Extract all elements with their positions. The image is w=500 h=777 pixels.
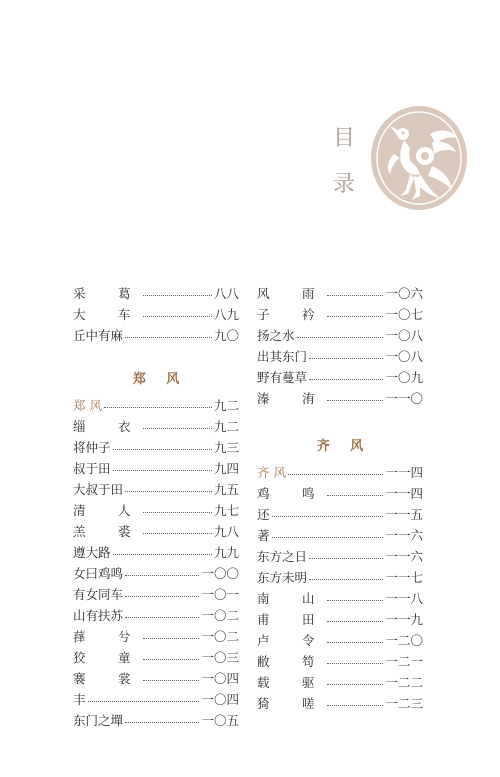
toc-left-column: [73, 282, 239, 730]
dot-leader: [272, 537, 384, 538]
toc-entry[interactable]: [73, 604, 239, 625]
dot-leader: [327, 621, 384, 622]
entry-title: 著: [257, 527, 270, 543]
dot-leader: [143, 512, 212, 513]
entry-title: 南 山: [257, 590, 325, 606]
toc-entry[interactable]: [73, 436, 239, 457]
dot-leader: [125, 337, 212, 338]
entry-page: 一〇五: [201, 712, 239, 728]
entry-page: 一二三: [385, 695, 423, 711]
toc-entry[interactable]: [73, 324, 239, 345]
dot-leader: [143, 638, 200, 639]
toc-right-column: [257, 282, 423, 713]
entry-page: 八九: [213, 306, 239, 322]
entry-title: 东方之日: [257, 548, 308, 564]
dot-leader: [125, 596, 199, 597]
dot-leader: [143, 316, 212, 317]
entry-page: 九四: [213, 460, 239, 476]
entry-title: 丘中有麻: [73, 327, 124, 343]
entry-page: 一〇六: [385, 285, 423, 301]
entry-title: 采 葛: [73, 285, 141, 301]
entry-title: 褰 裳: [73, 670, 141, 686]
toc-entry[interactable]: [257, 587, 423, 608]
dot-leader: [309, 558, 383, 559]
entry-page: 九二: [213, 397, 239, 413]
toc-entry[interactable]: [257, 461, 423, 482]
dot-leader: [327, 663, 384, 664]
dot-leader: [125, 722, 199, 723]
entry-page: 一〇七: [385, 306, 423, 322]
toc-entry[interactable]: [73, 520, 239, 541]
entry-title: 遵大路: [73, 544, 111, 560]
entry-page: 一一五: [385, 506, 423, 522]
toc-heading: [332, 128, 356, 196]
entry-page: 九二: [213, 418, 239, 434]
entry-title: 清 人: [73, 502, 141, 518]
entry-title: 郑 风: [73, 397, 102, 413]
dot-leader: [327, 495, 384, 496]
dot-leader: [125, 575, 199, 576]
toc-entry[interactable]: [257, 524, 423, 545]
entry-page: 一一四: [385, 464, 423, 480]
dot-leader: [327, 600, 384, 601]
entry-page: 一〇八: [385, 327, 423, 343]
entry-page: 一一九: [385, 611, 423, 627]
toc-entry[interactable]: [257, 629, 423, 650]
entry-page: 九九: [213, 544, 239, 560]
dot-leader: [88, 701, 200, 702]
toc-entry[interactable]: [257, 303, 423, 324]
toc-entry[interactable]: [257, 671, 423, 692]
entry-title: 齐 风: [257, 464, 286, 480]
entry-page: 一二二: [385, 674, 423, 690]
entry-page: 一〇九: [385, 369, 423, 385]
entry-page: 一一六: [385, 527, 423, 543]
toc-entry[interactable]: [257, 345, 423, 366]
entry-title: 萚 兮: [73, 628, 141, 644]
entry-title: 有女同车: [73, 586, 124, 602]
toc-entry[interactable]: [257, 282, 423, 303]
entry-page: 一二一: [385, 653, 423, 669]
entry-page: 八八: [213, 285, 239, 301]
toc-entry[interactable]: [73, 625, 239, 646]
entry-title: 鸡 鸣: [257, 485, 325, 501]
entry-title: 女曰鸡鸣: [73, 565, 124, 581]
toc-entry[interactable]: [73, 709, 239, 730]
dot-leader: [327, 295, 384, 296]
toc-entry[interactable]: [73, 457, 239, 478]
toc-entry[interactable]: [73, 394, 239, 415]
entry-title: 还: [257, 506, 270, 522]
entry-page: 一二〇: [385, 632, 423, 648]
toc-entry[interactable]: [73, 562, 239, 583]
entry-page: 一〇四: [201, 691, 239, 707]
toc-entry[interactable]: [257, 566, 423, 587]
toc-entry[interactable]: [257, 692, 423, 713]
entry-page: 九五: [213, 481, 239, 497]
toc-entry[interactable]: [73, 541, 239, 562]
section-title-qi-feng: 齐 风: [316, 439, 372, 454]
toc-entry[interactable]: [257, 650, 423, 671]
dot-leader: [309, 379, 383, 380]
toc-entry[interactable]: [73, 303, 239, 324]
entry-title: 缁 衣: [73, 418, 141, 434]
dot-leader: [327, 316, 384, 317]
dot-leader: [327, 400, 384, 401]
entry-title: 风 雨: [257, 285, 325, 301]
heading-char-1: 目: [332, 126, 355, 151]
toc-entry[interactable]: [257, 366, 423, 387]
entry-page: 一〇二: [201, 628, 239, 644]
toc-entry[interactable]: [73, 415, 239, 436]
entry-title: 大叔于田: [73, 481, 124, 497]
dot-leader: [143, 295, 212, 296]
entry-page: 九三: [213, 439, 239, 455]
entry-page: 一一〇: [385, 390, 423, 406]
entry-page: 一一六: [385, 548, 423, 564]
dot-leader: [113, 554, 212, 555]
phoenix-seal-icon: [370, 104, 468, 212]
toc-entry[interactable]: [73, 499, 239, 520]
dot-leader: [327, 642, 384, 643]
entry-title: 扬之水: [257, 327, 295, 343]
entry-title: 将仲子: [73, 439, 111, 455]
entry-title: 甫 田: [257, 611, 325, 627]
entry-page: 一〇四: [201, 670, 239, 686]
entry-page: 九八: [213, 523, 239, 539]
dot-leader: [143, 659, 200, 660]
entry-title: 出其东门: [257, 348, 308, 364]
entry-page: 一一四: [385, 485, 423, 501]
entry-title: 敝 笱: [257, 653, 325, 669]
toc-entry[interactable]: [257, 482, 423, 503]
entry-title: 猗 嗟: [257, 695, 325, 711]
entry-page: 一〇一: [201, 586, 239, 602]
entry-page: 一一八: [385, 590, 423, 606]
toc-entry[interactable]: [73, 478, 239, 499]
dot-leader: [143, 428, 212, 429]
entry-title: 叔于田: [73, 460, 111, 476]
toc-entry[interactable]: [73, 667, 239, 688]
entry-page: 一〇〇: [201, 565, 239, 581]
entry-page: 一〇二: [201, 607, 239, 623]
dot-leader: [288, 474, 384, 475]
entry-title: 溱 洧: [257, 390, 325, 406]
entry-title: 野有蔓草: [257, 369, 308, 385]
entry-page: 一一七: [385, 569, 423, 585]
entry-title: 山有扶苏: [73, 607, 124, 623]
entry-page: 九〇: [213, 327, 239, 343]
entry-title: 东方未明: [257, 569, 308, 585]
dot-leader: [113, 449, 212, 450]
dot-leader: [309, 358, 383, 359]
entry-title: 丰: [73, 691, 86, 707]
dot-leader: [272, 516, 384, 517]
toc-entry[interactable]: [257, 324, 423, 345]
entry-title: 狡 童: [73, 649, 141, 665]
toc-entry[interactable]: [73, 688, 239, 709]
dot-leader: [113, 470, 212, 471]
entry-title: 载 驱: [257, 674, 325, 690]
entry-page: 一〇八: [385, 348, 423, 364]
entry-title: 东门之墠: [73, 712, 124, 728]
entry-title: 子 衿: [257, 306, 325, 322]
dot-leader: [327, 684, 384, 685]
entry-title: 卢 令: [257, 632, 325, 648]
entry-title: 大 车: [73, 306, 141, 322]
dot-leader: [297, 337, 384, 338]
entry-page: 九七: [213, 502, 239, 518]
toc-entry[interactable]: [73, 583, 239, 604]
heading-char-2: 录: [332, 172, 355, 197]
toc-entry[interactable]: [257, 503, 423, 524]
dot-leader: [125, 617, 199, 618]
toc-entry[interactable]: [257, 387, 423, 408]
toc-entry[interactable]: [73, 646, 239, 667]
entry-title: 羔 裘: [73, 523, 141, 539]
dot-leader: [327, 705, 384, 706]
entry-page: 一〇三: [201, 649, 239, 665]
toc-entry[interactable]: [257, 608, 423, 629]
toc-entry[interactable]: [73, 282, 239, 303]
dot-leader: [143, 533, 212, 534]
toc-entry[interactable]: [257, 545, 423, 566]
dot-leader: [309, 579, 383, 580]
dot-leader: [125, 491, 212, 492]
dot-leader: [143, 680, 200, 681]
dot-leader: [104, 407, 212, 408]
section-title-zheng-feng: 郑 风: [132, 372, 188, 387]
